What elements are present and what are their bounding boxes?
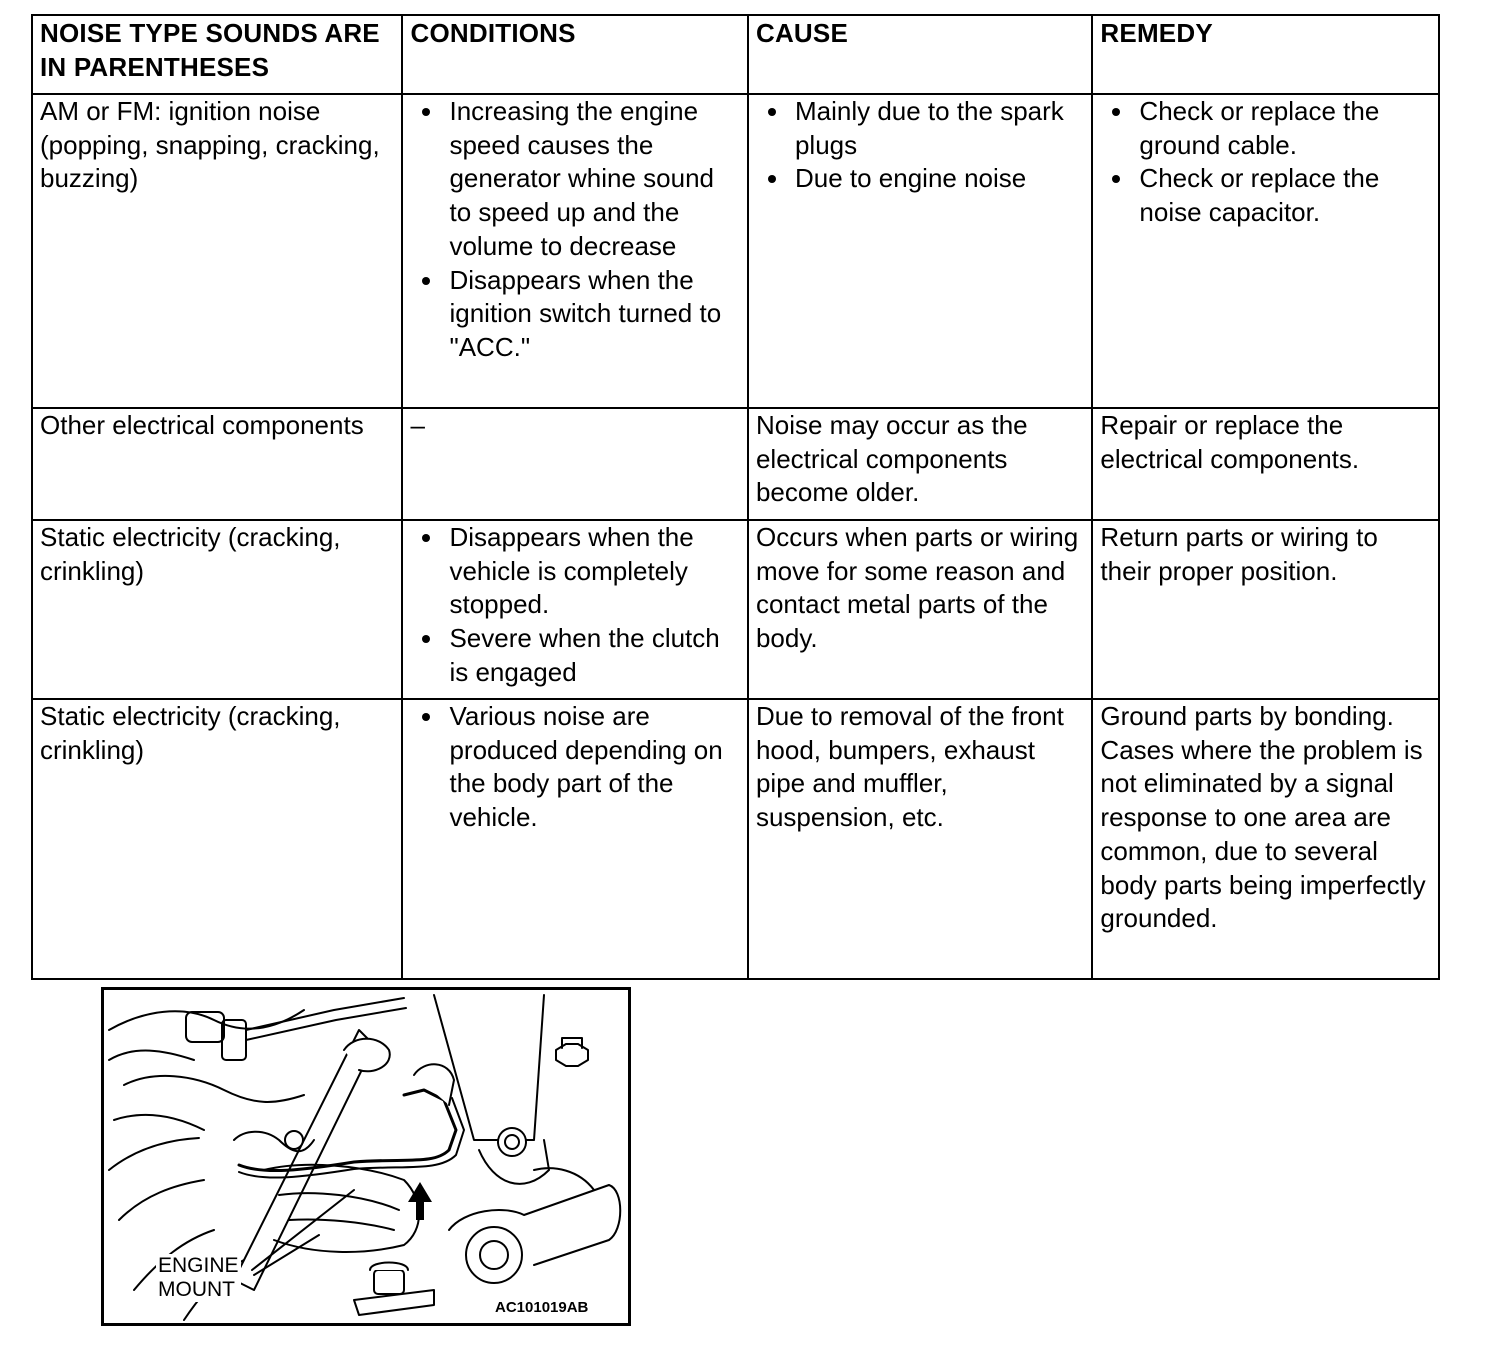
remedy-cell (1092, 94, 1439, 408)
cause-cell: Due to removal of the front hood, bumpers, exhaust pipe and muffler, suspension, etc. (748, 699, 1092, 979)
table-row (32, 520, 1439, 699)
table-row (32, 699, 1439, 979)
header-cause: CAUSE (748, 15, 1092, 94)
header-remedy: REMEDY (1092, 15, 1439, 94)
conditions-list (410, 95, 741, 365)
list-item: Check or replace the ground cable. (1100, 95, 1432, 162)
list-item: Due to engine noise (756, 162, 1085, 196)
table-row (32, 94, 1439, 408)
list-item: Severe when the clutch is engaged (410, 622, 741, 689)
conditions-cell (402, 94, 748, 408)
noise-type-cell: Static electricity (cracking, crinkling) (32, 699, 402, 979)
noise-type-cell: Other electrical components (32, 408, 402, 520)
noise-type-cell: AM or FM: ignition noise (popping, snapping, cracking, buzzing) (32, 94, 402, 408)
figure-label-line: ENGINE (158, 1254, 239, 1277)
engine-mount-figure (101, 987, 631, 1326)
remedy-cell: Repair or replace the electrical components. (1092, 408, 1439, 520)
header-noise-type: NOISE TYPE SOUNDS ARE IN PARENTHESES (32, 15, 402, 94)
list-item: Increasing the engine speed causes the generator whine sound to speed up and the volume to decrease (410, 95, 741, 264)
cause-cell: Noise may occur as the electrical components become older. (748, 408, 1092, 520)
figure-label-line: MOUNT (158, 1278, 235, 1301)
list-item: Various noise are produced depending on the body part of the vehicle. (410, 700, 741, 835)
figure-label (156, 1254, 241, 1302)
table-header-row (32, 15, 1439, 94)
conditions-cell (402, 699, 748, 979)
header-conditions: CONDITIONS (402, 15, 748, 94)
cause-list (756, 95, 1085, 196)
list-item: Mainly due to the spark plugs (756, 95, 1085, 162)
list-item: Disappears when the vehicle is completely stopped. (410, 521, 741, 622)
remedy-list (1100, 95, 1432, 230)
noise-type-cell: Static electricity (cracking, crinkling) (32, 520, 402, 699)
remedy-cell: Ground parts by bonding. Cases where the problem is not eliminated by a signal response to one area are common, due to several body parts being imperfectly grounded. (1092, 699, 1439, 979)
list-item: Disappears when the ignition switch turned to "ACC." (410, 264, 741, 365)
conditions-list (410, 521, 741, 690)
table-row (32, 408, 1439, 520)
cause-cell (748, 94, 1092, 408)
list-item: Check or replace the noise capacitor. (1100, 162, 1432, 229)
conditions-cell: – (402, 408, 748, 520)
noise-diagnosis-table (31, 14, 1440, 980)
conditions-cell (402, 520, 748, 699)
conditions-list (410, 700, 741, 835)
figure-code: AC101019AB (495, 1299, 589, 1316)
remedy-cell: Return parts or wiring to their proper position. (1092, 520, 1439, 699)
cause-cell: Occurs when parts or wiring move for some reason and contact metal parts of the body. (748, 520, 1092, 699)
